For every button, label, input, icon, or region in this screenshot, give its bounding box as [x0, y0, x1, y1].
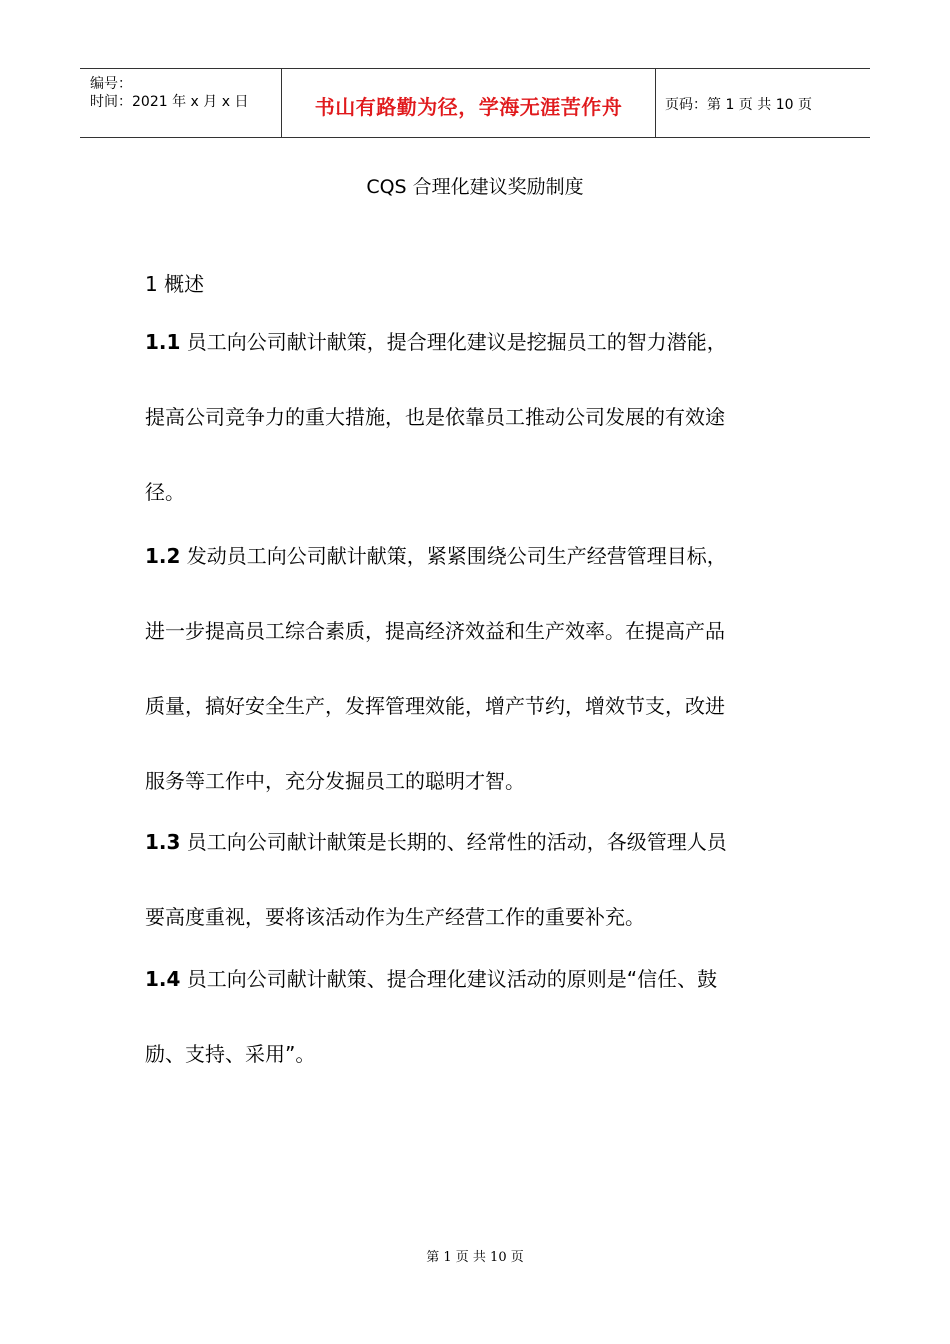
paragraph-number: 1.1 [145, 330, 181, 354]
paragraph-line [145, 327, 805, 402]
paragraph-line [145, 541, 805, 616]
document-title: CQS 合理化建议奖励制度 [366, 176, 584, 198]
header-motto: 书山有路勤为径，学海无涯苦作舟 [314, 95, 623, 119]
paragraph-line: 提高公司竞争力的重大措施，也是依靠员工推动公司发展的有效途 [145, 405, 725, 429]
header-page-cell [655, 69, 870, 137]
header-page-info: 页码：第 1 页 共 10 页 [665, 97, 812, 113]
document-number-label: 编号： [90, 76, 132, 92]
header-table [80, 68, 870, 138]
paragraph-line: 励、支持、采用”。 [145, 1042, 316, 1066]
paragraph-line [145, 827, 805, 902]
paragraph-1-4 [145, 964, 805, 1114]
paragraph-1-2 [145, 541, 805, 841]
paragraph-text: 员工向公司献计献策是长期的、经常性的活动，各级管理人员 [186, 830, 727, 854]
section-heading: 1 概述 [145, 272, 205, 296]
paragraph-text: 发动员工向公司献计献策，紧紧围绕公司生产经营管理目标， [186, 544, 727, 568]
paragraph-number: 1.4 [145, 967, 181, 991]
paragraph-line: 服务等工作中，充分发掘员工的聪明才智。 [145, 769, 525, 793]
document-time-label: 时间：2021 年 x 月 x 日 [90, 94, 249, 110]
header-meta-cell [80, 69, 281, 137]
paragraph-text: 员工向公司献计献策，提合理化建议是挖掘员工的智力潜能， [186, 330, 727, 354]
paragraph-text: 员工向公司献计献策、提合理化建议活动的原则是“信任、鼓 [186, 967, 718, 991]
paragraph-line: 要高度重视，要将该活动作为生产经营工作的重要补充。 [145, 905, 645, 929]
paragraph-line: 进一步提高员工综合素质，提高经济效益和生产效率。在提高产品 [145, 619, 725, 643]
paragraph-line: 径。 [145, 480, 185, 504]
paragraph-1-1 [145, 327, 805, 552]
paragraph-line [145, 964, 805, 1039]
paragraph-number: 1.2 [145, 544, 181, 568]
header-motto-cell [281, 69, 656, 137]
paragraph-1-3 [145, 827, 805, 977]
paragraph-number: 1.3 [145, 830, 181, 854]
page-footer: 第 1 页 共 10 页 [426, 1250, 524, 1265]
paragraph-line: 质量，搞好安全生产，发挥管理效能，增产节约，增效节支，改进 [145, 694, 725, 718]
